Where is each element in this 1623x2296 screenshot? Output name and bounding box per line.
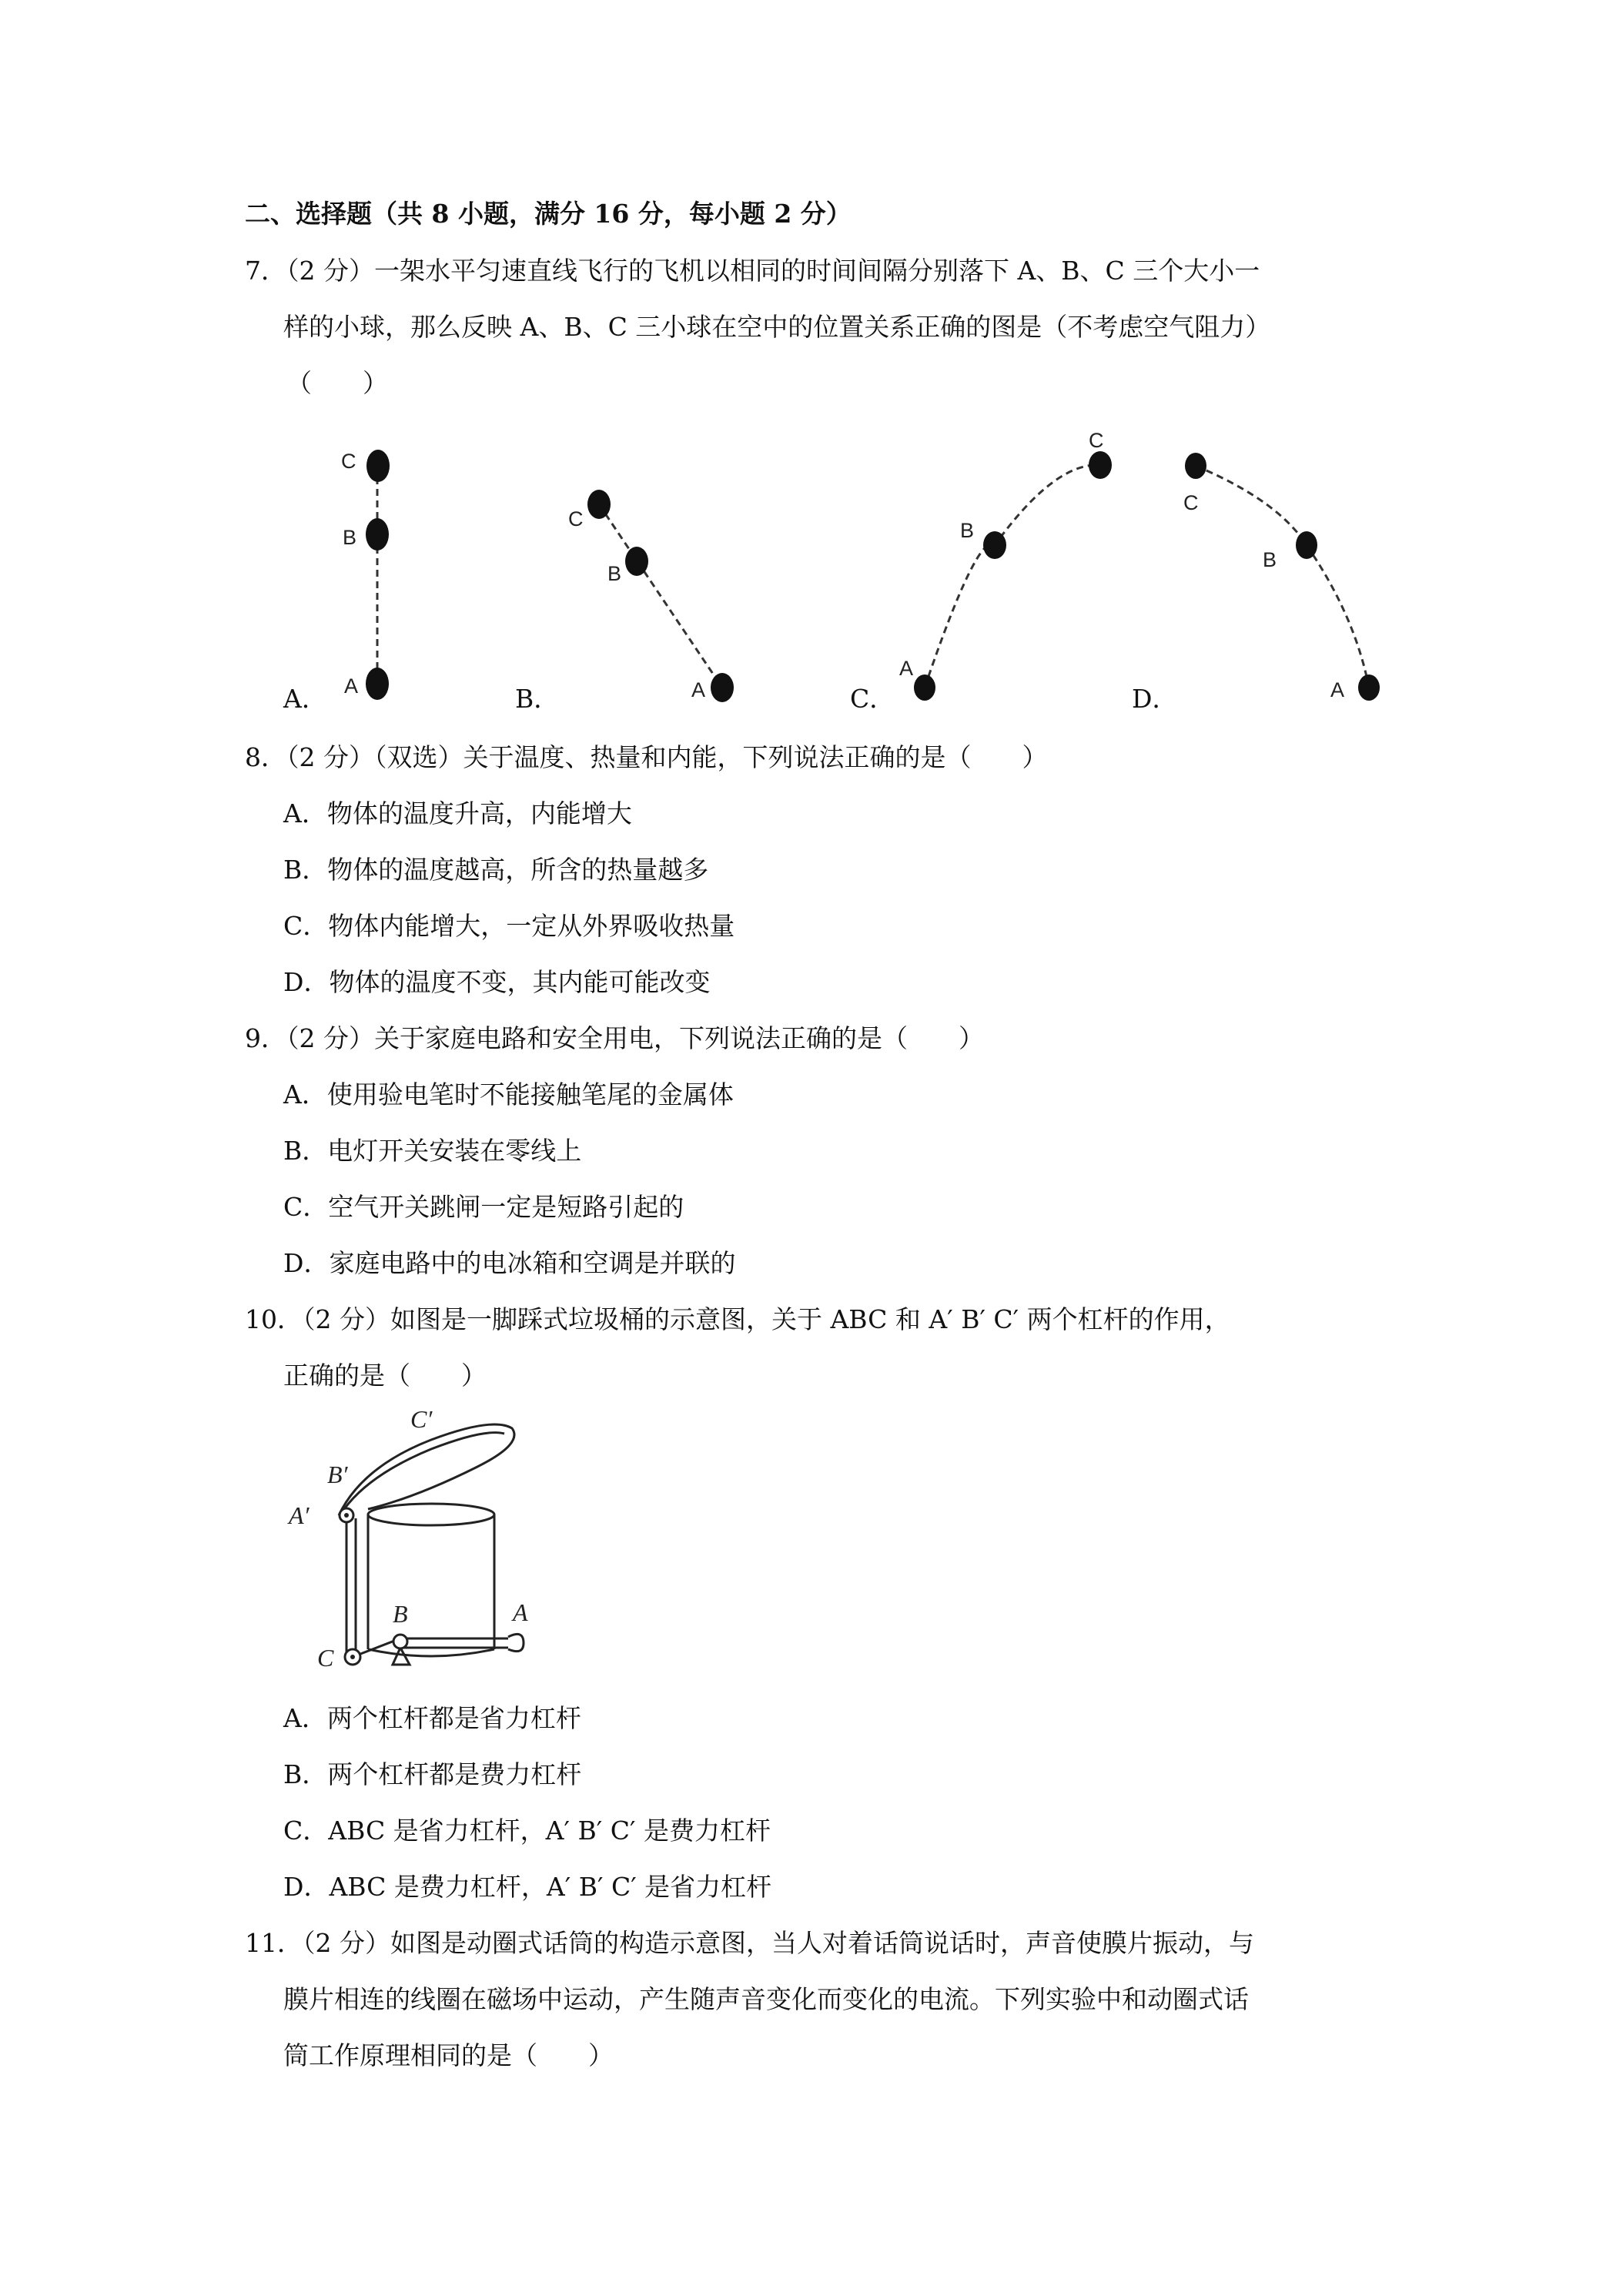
question-stem: 8．（2 分）（双选）关于温度、热量和内能，下列说法正确的是（ ） — [245, 742, 1048, 772]
answer-blank: （ ） — [286, 368, 388, 398]
option-d: D．ABC 是费力杠杆，A′ B′ C′ 是省力杠杆 — [283, 1872, 772, 1902]
question-stem-line: 11．（2 分）如图是动圈式话筒的构造示意图，当人对着话筒说话时，声音使膜片振动，与 — [245, 1928, 1254, 1958]
ball-label-c: C — [568, 507, 584, 530]
option-a: A．物体的温度升高，内能增大 — [283, 798, 632, 828]
option-a: A．使用验电笔时不能接触笔尾的金属体 — [283, 1079, 734, 1110]
label-c: C — [317, 1644, 334, 1672]
option-c: C．ABC 是省力杠杆，A′ B′ C′ 是费力杠杆 — [283, 1816, 771, 1846]
figure-option-label-a: A． — [283, 684, 327, 714]
ball-label-a: A — [899, 657, 914, 680]
ball-label-c: C — [1089, 429, 1104, 452]
label-a-prime: A′ — [289, 1501, 310, 1529]
can-bottom — [368, 1649, 494, 1656]
figure-option-label-b: B． — [515, 684, 560, 714]
ball-label-b: B — [607, 562, 622, 585]
can-top-rim — [368, 1504, 494, 1525]
lid — [339, 1424, 514, 1515]
option-b: B．物体的温度越高，所含的热量越多 — [283, 855, 709, 885]
ball-label-c: C — [341, 450, 356, 473]
label-c-prime: C′ — [410, 1405, 433, 1433]
section-title: 二、选择题（共 8 小题，满分 16 分，每小题 2 分） — [245, 199, 852, 229]
ball-label-b: B — [343, 526, 357, 549]
ball-label-a: A — [1330, 678, 1345, 701]
answer-blank: 筒工作原理相同的是（ ） — [283, 2040, 614, 2070]
ball-label-c: C — [1183, 491, 1199, 514]
label-a: A — [513, 1598, 528, 1626]
pivot-b — [393, 1635, 407, 1648]
figure-option-label-c: C． — [850, 684, 895, 714]
lid-inner — [344, 1433, 504, 1509]
pivot-dot — [344, 1513, 349, 1518]
figure-option-label-d: D． — [1132, 684, 1178, 714]
question-stem-line: 膜片相连的线圈在磁场中运动，产生随声音变化而变化的电流。下列实验中和动圈式话 — [283, 1984, 1249, 2014]
ball-label-a: A — [691, 678, 706, 701]
option-b: B．两个杠杆都是费力杠杆 — [283, 1759, 582, 1789]
ball-label-a: A — [344, 674, 359, 698]
option-a: A．两个杠杆都是省力杠杆 — [283, 1703, 581, 1733]
option-d: D．物体的温度不变，其内能可能改变 — [283, 967, 711, 997]
question-stem-line: 样的小球，那么反映 A、B、C 三小球在空中的位置关系正确的图是（不考虑空气阻力） — [283, 312, 1271, 342]
option-c: C．物体内能增大，一定从外界吸收热量 — [283, 911, 735, 941]
label-b: B — [393, 1600, 408, 1628]
label-b-prime: B′ — [327, 1461, 348, 1488]
question-stem: 9．（2 分）关于家庭电路和安全用电，下列说法正确的是（ ） — [245, 1023, 984, 1053]
option-b: B．电灯开关安装在零线上 — [283, 1136, 582, 1166]
ball-label-b: B — [1263, 548, 1277, 571]
question-stem-line: 7．（2 分）一架水平匀速直线飞行的飞机以相同的时间间隔分别落下 A、B、C 三个大小一 — [245, 256, 1260, 286]
pedal — [508, 1634, 524, 1651]
option-c: C．空气开关跳闸一定是短路引起的 — [283, 1192, 684, 1222]
question-stem-line: 10．（2 分）如图是一脚踩式垃圾桶的示意图，关于 ABC 和 A′ B′ C′ 两个杠杆的作用， — [245, 1304, 1230, 1334]
question-stem-line: 正确的是（ ） — [283, 1361, 487, 1391]
ball-label-b: B — [960, 519, 975, 542]
pivot-dot — [350, 1655, 355, 1659]
option-d: D．家庭电路中的电冰箱和空调是并联的 — [283, 1248, 736, 1278]
